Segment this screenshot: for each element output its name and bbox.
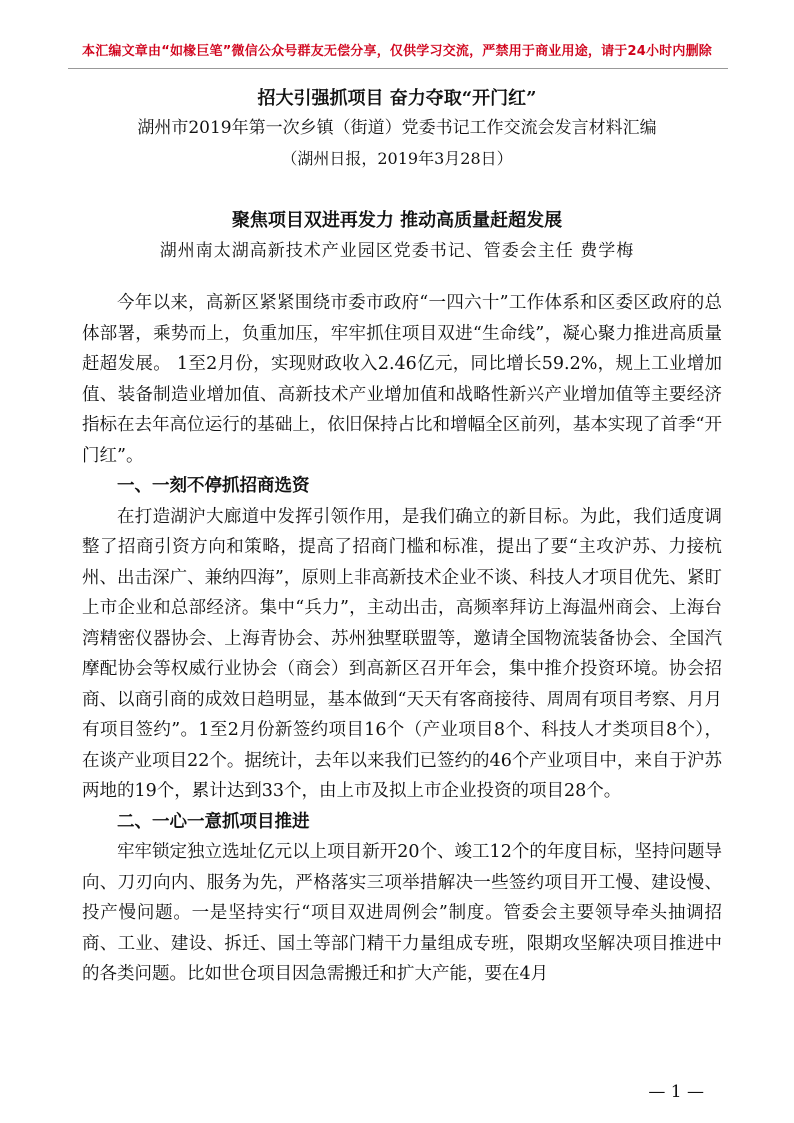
section-paragraph: 牢牢锁定独立选址亿元以上项目新开20个、竣工12个的年度目标，坚持问题导向、刀刃向内、服务为先，严格落实三项举措解决一些签约项目开工慢、建设慢、投产慢问题。一是坚持实行“项目双进周例会”制度。管委会主要领导牵头抽调招商、工业、建设、拆迁、国土等部门精干力量组成专班，限期攻坚解决项目推进中的各类问题。比如世仓项目因急需搬迁和扩大产能，要在4月 [82,842,722,984]
section-heading: 一、一刻不停抓招商选资 [117,476,310,496]
section-heading: 二、一心一意抓项目推进 [117,811,310,832]
page-number: — 1 — [648,1082,704,1102]
section-paragraph: 在打造湖沪大廊道中发挥引领作用，是我们确立的新目标。为此，我们适度调整了招商引资方向和策略，提高了招商门槛和标准，提出了要“主攻沪苏、力接杭州、出击深广、兼纳四海”，原则上非高新技术企业不谈、科技人才项目优先、紧盯上市企业和总部经济。集中“兵力”，主动出击，高频率拜访上海温州商会、上海台湾精密仪器协会、上海青协会、苏州独墅联盟等，邀请全国物流装备协会、全国汽摩配协会等权威行业协会（商会）到高新区召开年会，集中推介投资环境。协会招商、以商引商的成效日趋明显，基本做到“天天有客商接待、周周有项目考察、月月有项目签约”。1至2月份新签约项目16个（产业项目8个、科技人才类项目8个），在谈产业项目22个。据统计，去年以来我们已签约的46个产业项目中，来自于沪苏两地的19个，累计达到33个，由上市及拟上市企业投资的项目28个。 [82,506,722,801]
intro-paragraph: 今年以来，高新区紧紧围绕市委市政府“一四六十”工作体系和区委区政府的总体部署，乘势而上，负重加压，牢牢抓住项目双进“生命线”，凝心聚力推进高质量赶超发展。 1至2月份，实现财政收入2.46亿元，同比增长59.2%，规上工业增加值、装备制造业增加值、高新技术产业增加值和战略性新兴产业增加值等主要经济指标在去年高位运行的基础上，依旧保持占比和增幅全区前列，基本实现了首季“开门红”。 [82,293,722,466]
copyright-banner: 本汇编文章由“如椽巨笔”微信公众号群友无偿分享，仅供学习交流，严禁用于商业用途，请于24小时内删除 [82,44,712,59]
article-author: 湖州南太湖高新技术产业园区党委书记、管委会主任 费学梅 [159,241,635,261]
article-body [82,288,722,990]
article-title: 聚焦项目双进再发力 推动高质量赶超发展 [231,210,563,231]
compilation-title: 招大引强抓项目 奋力夺取“开门红” [257,88,537,109]
publication-date: （湖州日报，2019年3月28日） [281,149,513,168]
banner-divider [68,68,728,69]
compilation-subtitle: 湖州市2019年第一次乡镇（街道）党委书记工作交流会发言材料汇编 [137,118,657,138]
